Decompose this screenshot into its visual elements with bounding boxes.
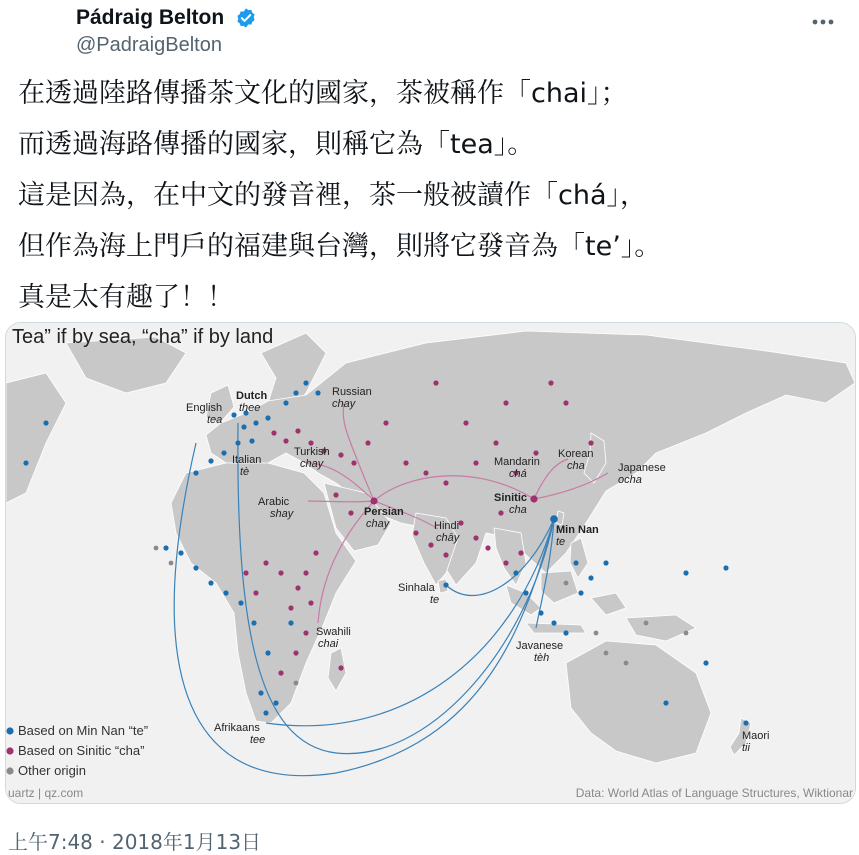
- tweet-text: [18, 68, 838, 323]
- label-javanese-word: tèh: [534, 652, 550, 664]
- label-min-nan-word: te: [556, 536, 566, 548]
- label-maori-name: Maori: [742, 730, 770, 742]
- map-credit-right: Data: World Atlas of Language Structures, Wiktionar: [575, 786, 853, 800]
- tweet-text-line-4: 但作為海上門戶的福建與台灣，則將它發音為「te’」。: [18, 231, 662, 262]
- author-display-name[interactable]: Pádraig Belton: [76, 6, 225, 29]
- author-handle[interactable]: @PadraigBelton: [76, 34, 222, 56]
- tweet-media-image[interactable]: [5, 322, 856, 804]
- label-turkish-name: Turkish: [294, 446, 330, 458]
- tweet-header: [18, 6, 843, 66]
- more-options-icon[interactable]: [807, 10, 839, 34]
- label-min-nan-name: Min Nan: [556, 524, 599, 536]
- map-credit-left: uartz | qz.com: [8, 786, 84, 800]
- label-afrikaans-word: tee: [250, 734, 266, 746]
- tweet-text-line-1: 在透過陸路傳播茶文化的國家，茶被稱作「chai」；: [18, 78, 628, 109]
- verified-badge-icon: [235, 7, 257, 29]
- label-english-word: tea: [207, 414, 223, 426]
- tweet-timestamp[interactable]: 上午7:48 · 2018年1月13日: [8, 830, 262, 854]
- label-italian-name: Italian: [232, 454, 262, 466]
- label-hindi-name: Hindi: [434, 520, 460, 532]
- avatar[interactable]: [18, 10, 66, 58]
- label-swahili-name: Swahili: [316, 626, 351, 638]
- legend-other-swatch: [6, 767, 13, 774]
- label-swahili-word: chai: [318, 638, 339, 650]
- label-afrikaans-name: Afrikaans: [214, 722, 260, 734]
- map-title: Tea” if by sea, “cha” if by land: [12, 326, 274, 348]
- author-block: [76, 6, 257, 57]
- label-hindi-word: chāy: [436, 532, 460, 544]
- label-russian-word: chay: [332, 398, 356, 410]
- label-english-name: English: [186, 402, 223, 414]
- label-arabic-word: shay: [270, 508, 294, 520]
- label-russian-name: Russian: [332, 386, 372, 398]
- label-japanese-name: Japanese: [618, 462, 666, 474]
- label-sinhala-name: Sinhala: [398, 582, 435, 594]
- tweet-text-line-5: 真是太有趣了！！: [18, 282, 234, 313]
- legend-min-nan-label: Based on Min Nan “te”: [18, 723, 149, 738]
- label-korean-name: Korean: [558, 448, 594, 460]
- legend-sinitic-swatch: [6, 747, 13, 754]
- label-dutch-name: Dutch: [236, 390, 268, 402]
- tweet-text-line-2: 而透過海路傳播的國家，則稱它為「tea」。: [18, 129, 535, 160]
- label-persian-word: chay: [366, 518, 390, 530]
- label-mandarin-name: Mandarin: [494, 456, 540, 468]
- label-mandarin-word: chá: [509, 468, 527, 480]
- label-persian-name: Persian: [364, 506, 404, 518]
- label-arabic-name: Arabic: [258, 496, 290, 508]
- legend-other-label: Other origin: [18, 763, 86, 778]
- label-sinitic-word: cha: [509, 504, 527, 516]
- tea-map: [6, 323, 855, 803]
- label-sinhala-word: te: [430, 594, 440, 606]
- label-sinitic-name: Sinitic: [494, 492, 528, 504]
- label-dutch-word: thee: [239, 402, 261, 414]
- label-japanese-word: ocha: [618, 474, 642, 486]
- label-turkish-word: chay: [300, 458, 324, 470]
- label-korean-word: cha: [567, 460, 585, 472]
- legend-min-nan-swatch: [6, 727, 13, 734]
- legend-sinitic-label: Based on Sinitic “cha”: [18, 743, 145, 758]
- tweet-text-line-3: 這是因為，在中文的發音裡，茶一般被讀作「chá」，: [18, 180, 648, 211]
- label-javanese-name: Javanese: [516, 640, 564, 652]
- label-maori-word: tii: [742, 742, 750, 754]
- label-italian-word: tè: [240, 466, 250, 478]
